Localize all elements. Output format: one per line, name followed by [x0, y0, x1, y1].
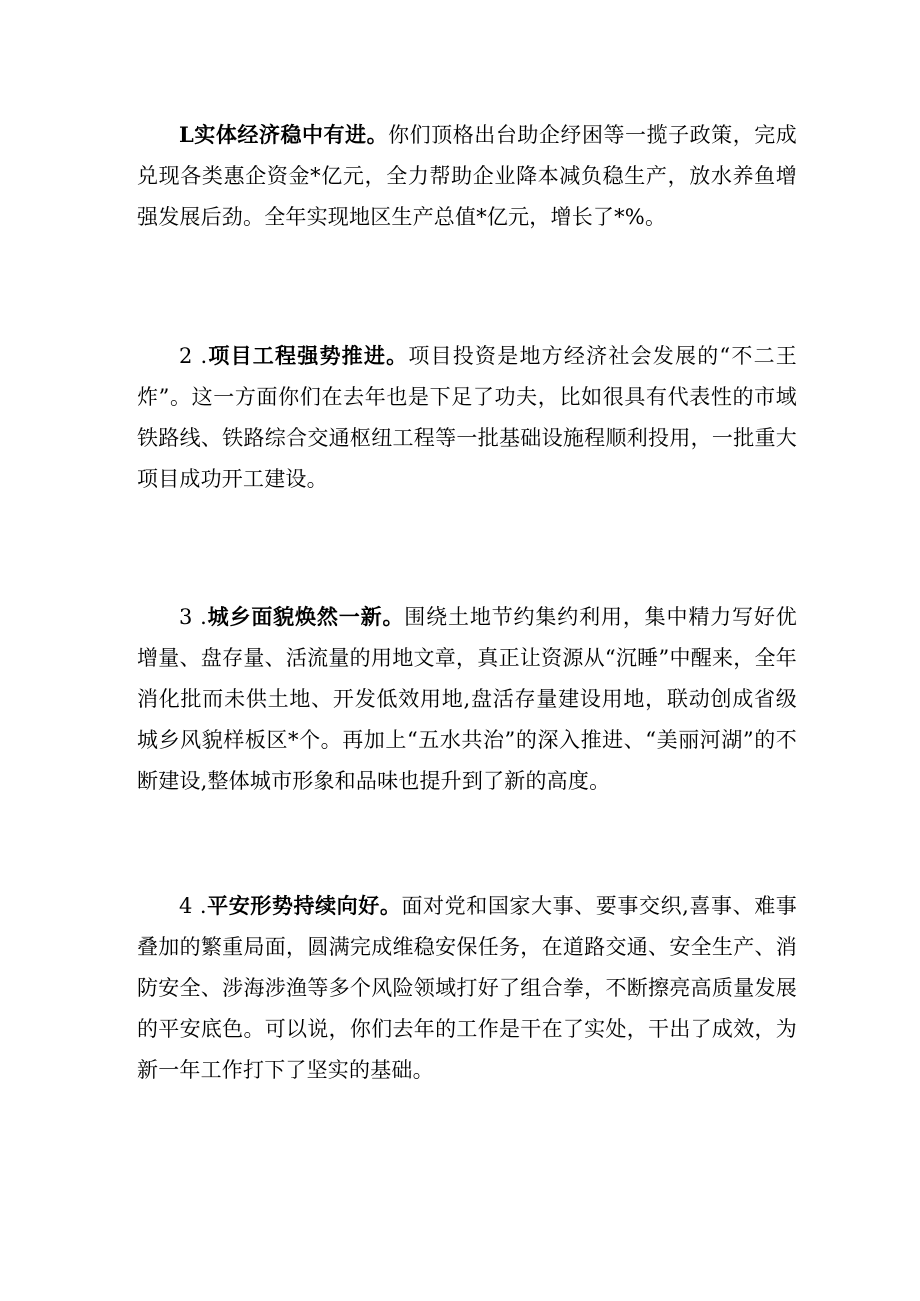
paragraph-2-number: 2 . [179, 344, 208, 368]
paragraph-4-number: 4 . [179, 894, 207, 918]
paragraph-1 [137, 114, 797, 238]
paragraph-2-title: 项目工程强势推进。 [207, 343, 409, 368]
paragraph-3 [137, 596, 797, 802]
paragraph-2-body: 项目投资是地方经济社会发展的“不二王炸”。这一方面你们在去年也是下足了功夫，比如很具有代表性的市域铁路线、铁路综合交通枢纽工程等一批基础设施程顺利投用，一批重大项目成功开工建设。 [137, 344, 798, 491]
paragraph-3-title: 城乡面貌焕然一新。 [206, 604, 405, 629]
paragraph-3-number: 3 . [179, 605, 207, 629]
paragraph-1-number: L [179, 122, 194, 147]
paragraph-2 [137, 335, 797, 500]
paragraph-4 [137, 885, 797, 1091]
paragraph-4-title: 平安形势持续向好。 [206, 893, 402, 918]
paragraph-4-body: 面对党和国家大事、要事交织,喜事、难事叠加的繁重局面，圆满完成维稳安保任务，在道路交通、安全生产、消防安全、涉海涉渔等多个风险领域打好了组合拳，不断擦亮高质量发展的平安底色。可以说，你们去年的工作是干在了实处，干出了成效，为新一年工作打下了坚实的基础。 [137, 894, 797, 1082]
paragraph-1-body: 你们顶格出台助企纾困等一揽子政策，完成兑现各类惠企资金*亿元，全力帮助企业降本减负稳生产，放水养鱼增强发展后劲。全年实现地区生产总值*亿元，增长了*%。 [137, 123, 797, 229]
paragraph-1-title: 实体经济稳中有进。 [193, 122, 389, 147]
paragraph-3-body: 围绕土地节约集约利用，集中精力写好优增量、盘存量、活流量的用地文章，真正让资源从“沉睡”中醒来，全年消化批而未供土地、开发低效用地,盘活存量建设用地，联动创成省级城乡风貌样板区*个。再加上“五水共治”的深入推进、“美丽河湖”的不断建设,整体城市形象和品味也提升到了新的高度。 [137, 605, 797, 793]
